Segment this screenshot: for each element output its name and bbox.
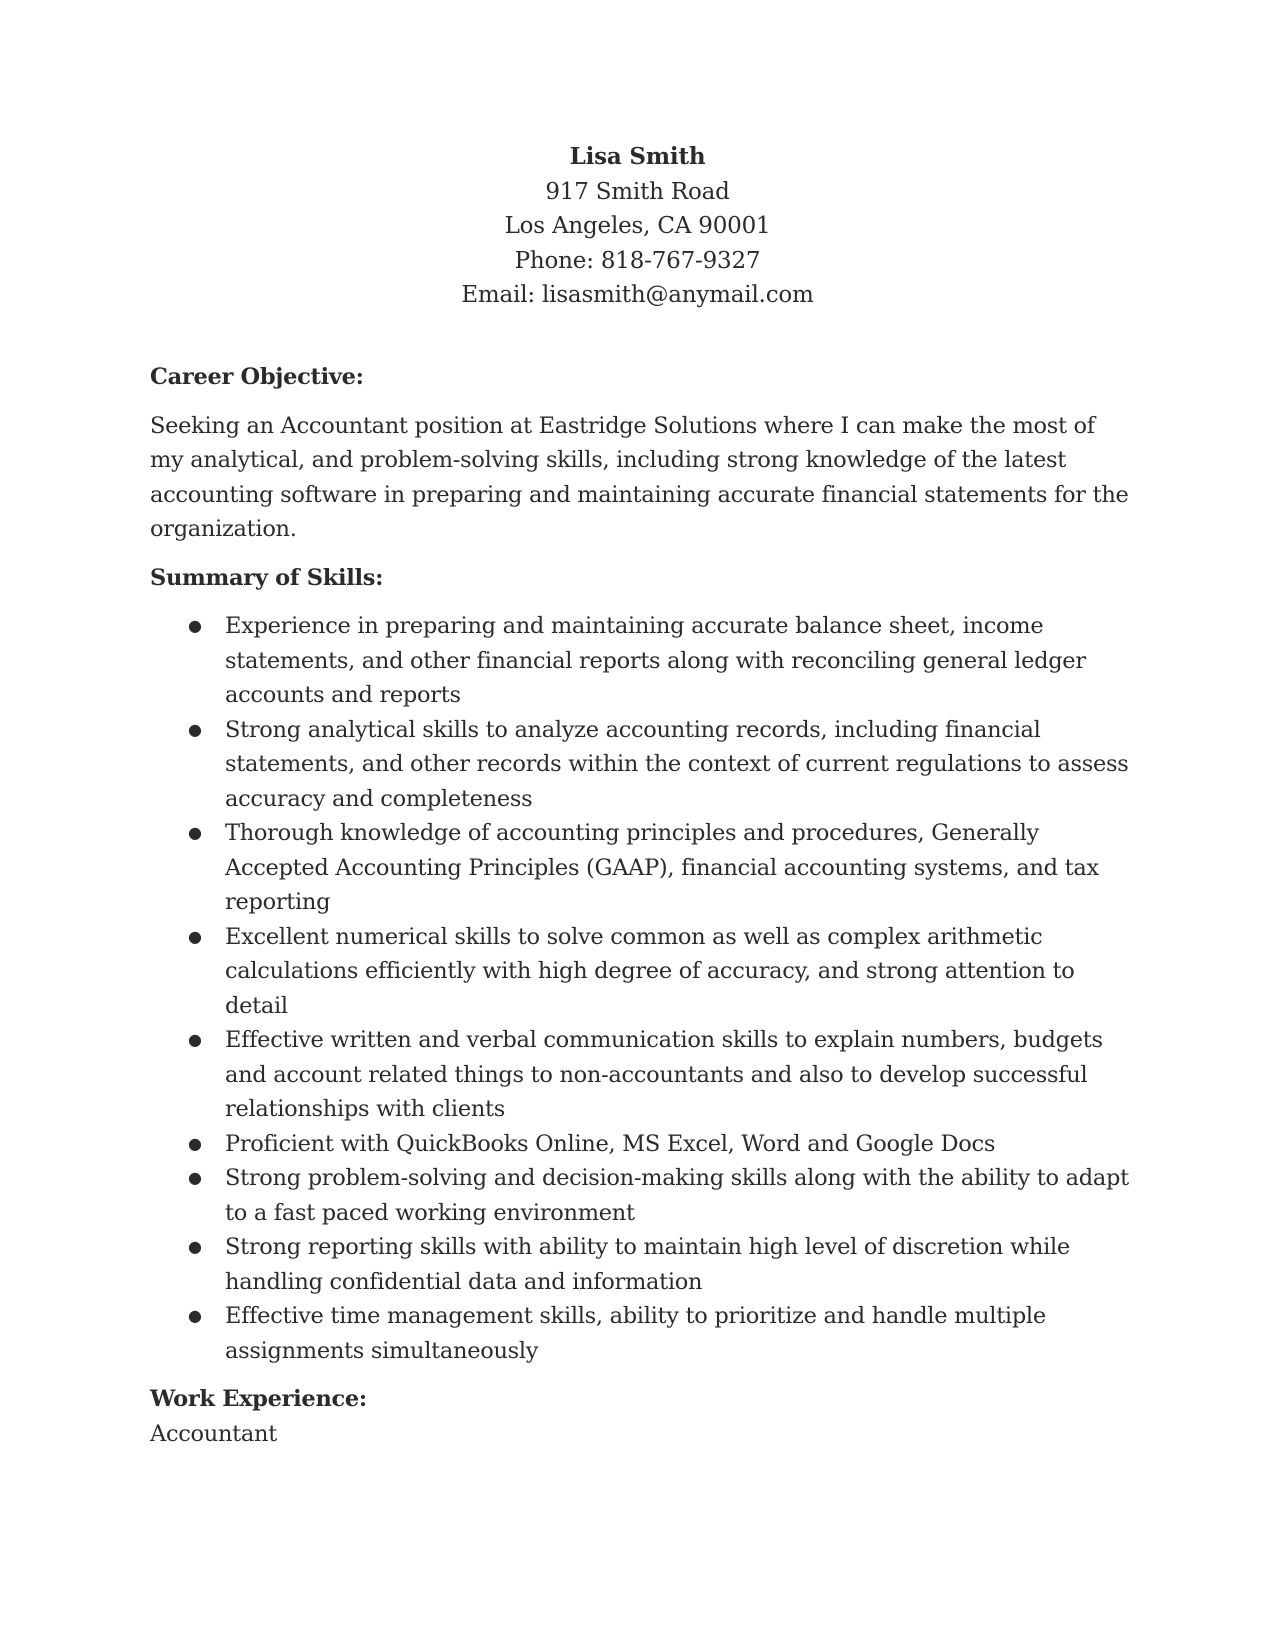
bullet-icon: ● xyxy=(188,926,202,946)
bullet-icon: ● xyxy=(188,719,202,739)
skill-text: Effective written and verbal communication skills to explain numbers, budgets and account related things to non-accountants and also to develop successful relationships with clients xyxy=(225,1027,1103,1122)
career-objective-heading: Career Objective: xyxy=(150,364,364,390)
job-title: Accountant xyxy=(150,1420,277,1447)
skill-text: Thorough knowledge of accounting principles and procedures, Generally Accepted Accounting Principles (GAAP), financial accounting systems, and tax reporting xyxy=(225,820,1099,915)
work-experience-heading: Work Experience: xyxy=(150,1386,367,1412)
skills-heading: Summary of Skills: xyxy=(150,564,384,591)
skills-list xyxy=(150,609,1130,1368)
bullet-icon: ● xyxy=(188,1133,202,1153)
resume-body xyxy=(150,360,1130,1451)
bullet-icon: ● xyxy=(188,616,202,635)
skill-item xyxy=(150,1161,1130,1230)
bullet-icon: ● xyxy=(188,1030,202,1049)
skill-item xyxy=(150,713,1130,817)
skill-text: Excellent numerical skills to solve common as well as complex arithmetic calculations efficiently with high degree of accuracy, and strong attention to detail xyxy=(225,923,1075,1019)
address-line-1: 917 Smith Road xyxy=(545,178,730,205)
skill-item xyxy=(150,920,1130,1024)
skill-item xyxy=(150,1127,1130,1162)
candidate-name: Lisa Smith xyxy=(569,143,706,170)
bullet-icon: ● xyxy=(188,823,202,842)
skill-item xyxy=(150,1230,1130,1299)
skill-item xyxy=(150,1023,1130,1127)
phone-number: Phone: 818-767-9327 xyxy=(514,247,761,274)
address-line-2: Los Angeles, CA 90001 xyxy=(504,213,771,239)
bullet-icon: ● xyxy=(188,1306,202,1325)
skill-item xyxy=(150,1299,1130,1368)
skill-text: Strong reporting skills with ability to maintain high level of discretion while handling confidential data and information xyxy=(225,1234,1070,1295)
skill-text: Experience in preparing and maintaining accurate balance sheet, income statements, and other financial reports along with reconciling general ledger accounts and reports xyxy=(225,613,1086,708)
skill-text: Proficient with QuickBooks Online, MS Excel, Word and Google Docs xyxy=(225,1130,996,1157)
skill-item xyxy=(150,816,1130,920)
skill-text: Strong analytical skills to analyze accounting records, including financial statements, and other records within the context of current regulations to assess accuracy and completeness xyxy=(225,716,1129,812)
contact-header xyxy=(0,140,1275,313)
bullet-icon: ● xyxy=(188,1168,202,1187)
skill-text: Strong problem-solving and decision-making skills along with the ability to adapt to a fast paced working environment xyxy=(225,1165,1129,1226)
career-objective-text: Seeking an Accountant position at Eastridge Solutions where I can make the most of my analytical, and problem-solving skills, including strong knowledge of the latest accounting software in preparing and maintaining accurate financial statements for the organization. xyxy=(150,412,1129,542)
bullet-icon: ● xyxy=(188,1237,202,1256)
skill-item xyxy=(150,609,1130,713)
skill-text: Effective time management skills, ability to prioritize and handle multiple assignments simultaneously xyxy=(225,1303,1046,1364)
email-address: Email: lisasmith@anymail.com xyxy=(461,282,814,308)
